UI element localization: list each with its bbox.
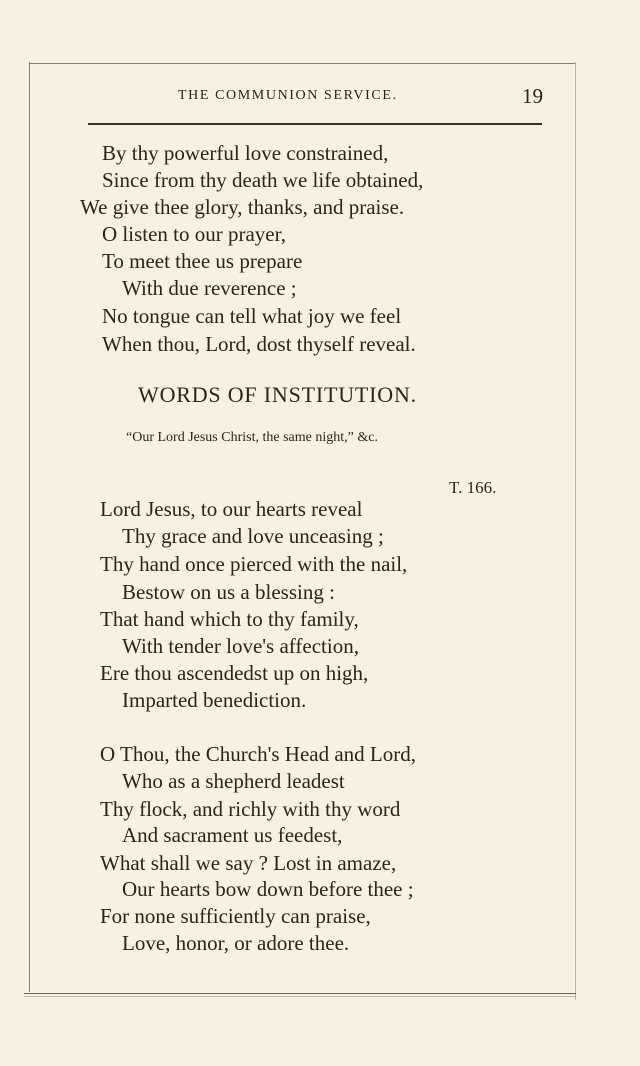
stanza-2-line-3: Thy hand once pierced with the nail, (100, 552, 408, 576)
stanza-3-line-6: Our hearts bow down before thee ; (122, 877, 414, 901)
stanza-3-line-5: What shall we say ? Lost in amaze, (100, 851, 397, 875)
footer-rule (24, 993, 576, 994)
footer-rule-secondary (24, 996, 576, 997)
stanza-2-line-7: Ere thou ascendedst up on high, (100, 661, 369, 685)
stanza-1-line-3: We give thee glory, thanks, and praise. (80, 195, 405, 219)
stanza-2-line-6: With tender love's affection, (122, 634, 359, 658)
page-number: 19 (522, 84, 543, 108)
stanza-3-line-4: And sacrament us feedest, (122, 823, 343, 847)
section-subheading: “Our Lord Jesus Christ, the same night,” &c. (126, 430, 378, 445)
stanza-2-line-2: Thy grace and love unceasing ; (122, 524, 384, 548)
stanza-1-line-7: No tongue can tell what joy we feel (102, 304, 402, 328)
stanza-2-line-1: Lord Jesus, to our hearts reveal (100, 497, 363, 521)
stanza-2-line-5: That hand which to thy family, (100, 607, 359, 631)
page-border-left (29, 62, 30, 992)
stanza-3-line-7: For none sufficiently can praise, (100, 904, 371, 928)
stanza-1-line-5: To meet thee us prepare (102, 249, 303, 273)
stanza-2-line-4: Bestow on us a blessing : (122, 580, 335, 604)
header-rule (88, 123, 542, 125)
stanza-3-line-3: Thy flock, and richly with thy word (100, 797, 401, 821)
stanza-1-line-1: By thy powerful love constrained, (102, 141, 389, 165)
stanza-1-line-6: With due reverence ; (122, 276, 297, 300)
section-heading: WORDS OF INSTITUTION. (138, 382, 417, 407)
stanza-3-line-1: O Thou, the Church's Head and Lord, (100, 742, 416, 766)
stanza-1-line-4: O listen to our prayer, (102, 222, 287, 246)
stanza-2-line-8: Imparted benediction. (122, 688, 307, 712)
tune-number: T. 166. (449, 478, 497, 497)
stanza-3-line-2: Who as a shepherd leadest (122, 769, 345, 793)
page-border-right (575, 62, 576, 1000)
stanza-1-line-8: When thou, Lord, dost thyself reveal. (102, 332, 416, 356)
page-border-top (29, 63, 575, 64)
stanza-3-line-8: Love, honor, or adore thee. (122, 931, 350, 955)
stanza-1-line-2: Since from thy death we life obtained, (102, 168, 424, 192)
running-title: THE COMMUNION SERVICE. (178, 88, 398, 103)
